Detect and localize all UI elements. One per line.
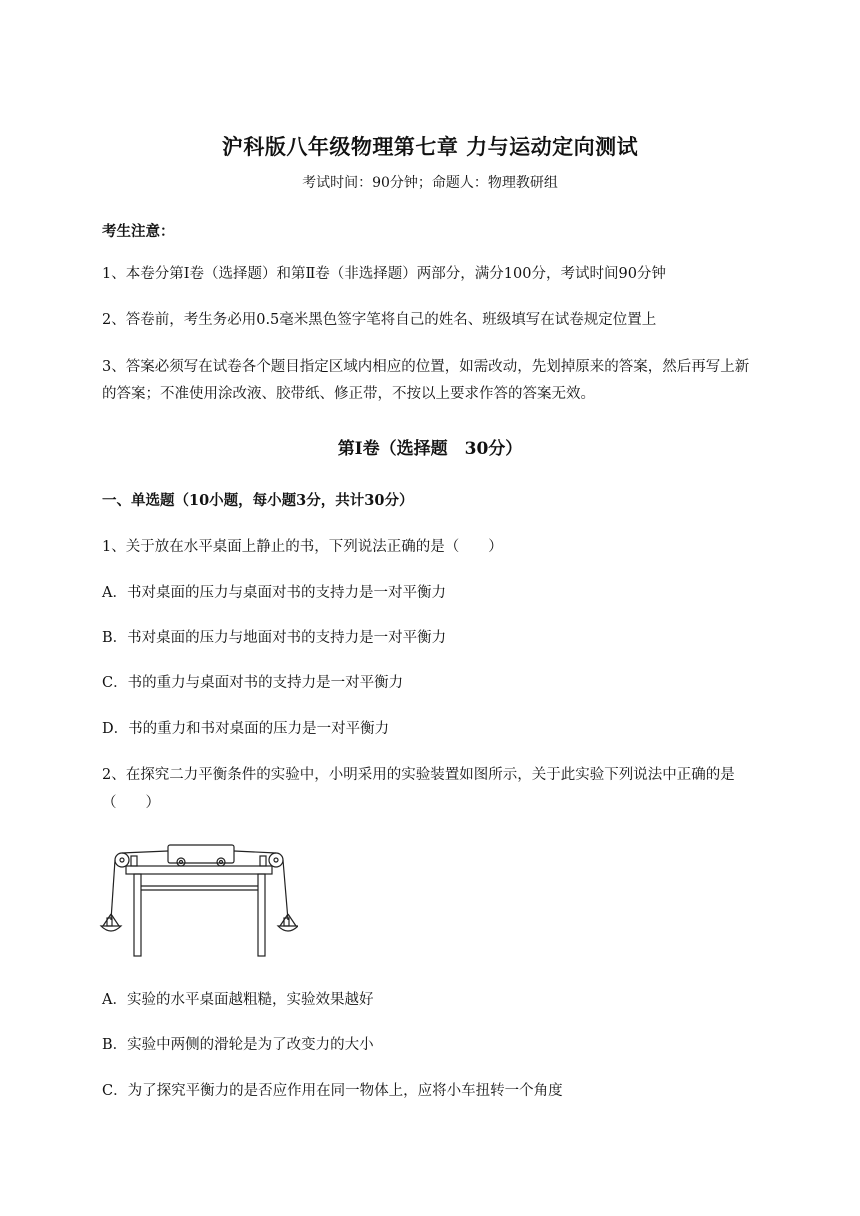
notice-item: 2、答卷前，考生务必用0.5毫米黑色签字笔将自己的姓名、班级填写在试卷规定位置上 — [102, 312, 657, 328]
option-b: B．书对桌面的压力与地面对书的支持力是一对平衡力 — [102, 630, 447, 646]
exam-info: 考试时间：90分钟；命题人：物理教研组 — [302, 175, 558, 191]
option-d: D．书的重力和书对桌面的压力是一对平衡力 — [102, 721, 390, 737]
question-stem: 1、关于放在水平桌面上静止的书，下列说法正确的是（ ） — [102, 539, 503, 555]
page-title: 沪科版八年级物理第七章 力与运动定向测试 — [221, 134, 639, 159]
question-stem-cont: （ ） — [102, 795, 160, 811]
notice-item: 1、本卷分第Ⅰ卷（选择题）和第Ⅱ卷（非选择题）两部分，满分100分，考试时间90分钟 — [102, 266, 666, 282]
part-heading: 一、单选题（10小题，每小题3分，共计30分） — [102, 492, 414, 509]
option-a: A．实验的水平桌面越粗糙，实验效果越好 — [102, 992, 374, 1008]
notice-item: 3、答案必须写在试卷各个题目指定区域内相应的位置，如需改动，先划掉原来的答案，然后再写上新 — [102, 359, 750, 375]
option-c: C．书的重力与桌面对书的支持力是一对平衡力 — [102, 675, 404, 691]
experiment-apparatus-figure — [98, 836, 298, 960]
question-stem: 2、在探究二力平衡条件的实验中，小明采用的实验装置如图所示，关于此实验下列说法中正确的是 — [102, 767, 735, 783]
section-title: 第Ⅰ卷（选择题 30分） — [337, 439, 523, 459]
option-b: B．实验中两侧的滑轮是为了改变力的大小 — [102, 1037, 374, 1053]
option-a: A．书对桌面的压力与桌面对书的支持力是一对平衡力 — [102, 585, 446, 601]
option-c: C．为了探究平衡力的是否应作用在同一物体上，应将小车扭转一个角度 — [102, 1083, 563, 1099]
notice-heading: 考生注意： — [102, 223, 175, 240]
notice-item-cont: 的答案；不准使用涂改液、胶带纸、修正带，不按以上要求作答的答案无效。 — [102, 386, 595, 402]
